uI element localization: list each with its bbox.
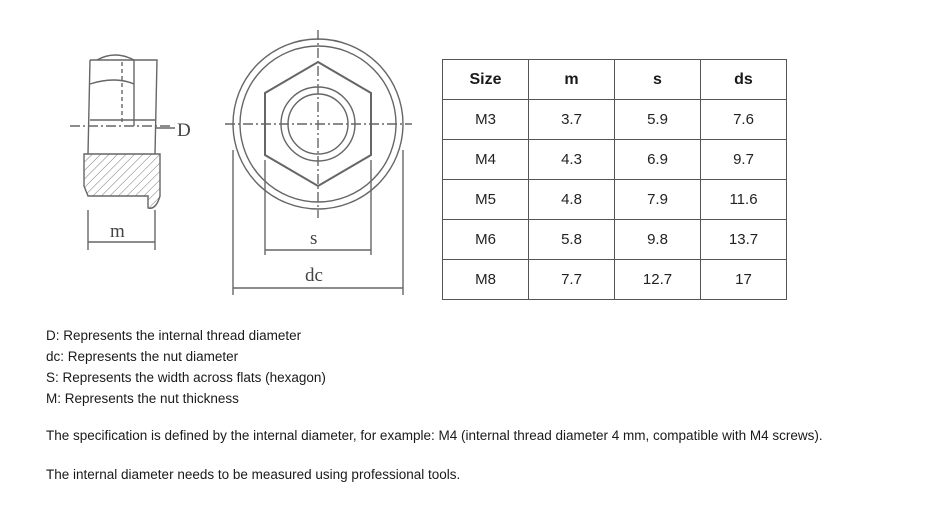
label-m: m <box>110 221 125 242</box>
table-row <box>443 260 787 300</box>
size-table <box>442 59 787 300</box>
cell-size: M3 <box>443 100 529 140</box>
note-m: M: Represents the nut thickness <box>46 391 239 406</box>
cell-ds: 17 <box>701 260 787 300</box>
cell-size: M5 <box>443 180 529 220</box>
header-s: s <box>615 60 701 100</box>
table-row <box>443 220 787 260</box>
cell-size: M4 <box>443 140 529 180</box>
header-m: m <box>529 60 615 100</box>
cell-s: 5.9 <box>615 100 701 140</box>
header-size: Size <box>443 60 529 100</box>
cell-size: M8 <box>443 260 529 300</box>
table-row <box>443 100 787 140</box>
table-header-row <box>443 60 787 100</box>
cell-ds: 7.6 <box>701 100 787 140</box>
cell-ds: 13.7 <box>701 220 787 260</box>
cell-size: M6 <box>443 220 529 260</box>
specification-paragraph: The specification is defined by the internal diameter, for example: M4 (internal thread diameter 4 mm, compatible with M4 screws). <box>46 428 823 443</box>
measurement-paragraph: The internal diameter needs to be measured using professional tools. <box>46 467 461 482</box>
cell-s: 6.9 <box>615 140 701 180</box>
note-dc: dc: Represents the nut diameter <box>46 349 239 364</box>
label-D: D <box>177 120 191 141</box>
table-row <box>443 140 787 180</box>
note-D: D: Represents the internal thread diameter <box>46 328 302 343</box>
cell-s: 9.8 <box>615 220 701 260</box>
legend-notes <box>46 325 326 409</box>
cell-m: 4.8 <box>529 180 615 220</box>
table-row <box>443 180 787 220</box>
cell-m: 4.3 <box>529 140 615 180</box>
cell-m: 7.7 <box>529 260 615 300</box>
label-s: s <box>310 228 318 249</box>
cell-m: 5.8 <box>529 220 615 260</box>
top-view <box>225 30 412 295</box>
cell-ds: 11.6 <box>701 180 787 220</box>
header-ds: ds <box>701 60 787 100</box>
note-s: S: Represents the width across flats (hexagon) <box>46 370 326 385</box>
flange-nut-drawing <box>0 0 440 305</box>
cell-s: 12.7 <box>615 260 701 300</box>
cell-ds: 9.7 <box>701 140 787 180</box>
cell-s: 7.9 <box>615 180 701 220</box>
label-dc: dc <box>305 265 323 286</box>
flange-section <box>84 154 160 208</box>
cell-m: 3.7 <box>529 100 615 140</box>
